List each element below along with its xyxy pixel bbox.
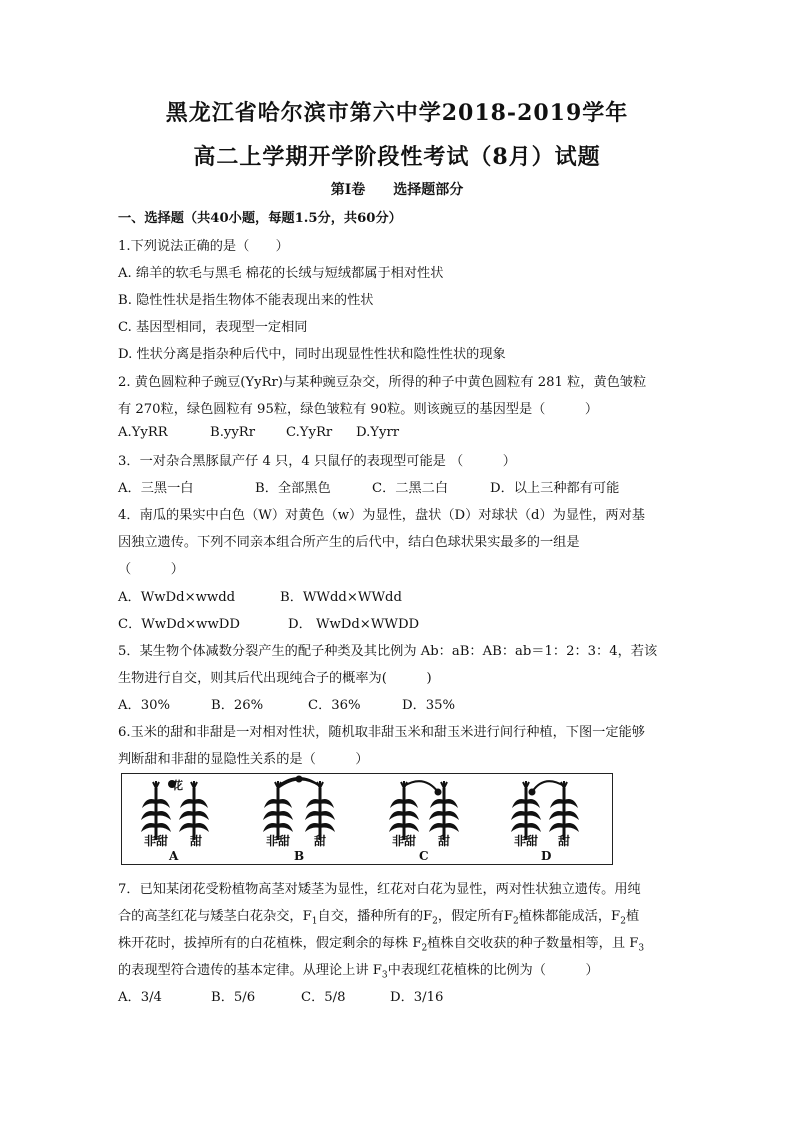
q1-option-a: A. 绵羊的软毛与黑毛 棉花的长绒与短绒都属于相对性状 — [118, 266, 444, 281]
q7-line2-sub4: 2 — [620, 916, 626, 927]
exam-title-line1: 黑龙江省哈尔滨市第六中学2018-2019学年 — [165, 100, 629, 126]
flower-label: 花 — [172, 779, 183, 792]
panel-b-left-label: 非甜 — [266, 834, 291, 848]
q4-options-row1 — [118, 586, 402, 605]
q5-option-a: A．30% — [118, 698, 171, 713]
q7-line2-part1: 合的高茎红花与矮茎白花杂交，F — [118, 909, 312, 924]
panel-b-tag: B — [294, 849, 305, 863]
q5-stem-line1: 5．某生物个体减数分裂产生的配子种类及其比例为 Ab：aB：AB：ab＝1：2：3：4，若该 — [118, 644, 658, 659]
q4-option-a: A．WwDd×wwdd — [118, 590, 236, 605]
panel-c-pollen-dot — [435, 789, 442, 796]
q7-line4-part2: 中表现红花植株的比例为（ ） — [387, 963, 599, 978]
q7-line3-part1: 株开花时，拔掉所有的白花植株，假定剩余的每株 F — [118, 936, 422, 951]
q3-option-c: C．二黑二白 — [372, 481, 449, 496]
q3-option-a: A．三黑一白 — [118, 481, 194, 496]
q4-options-row2 — [118, 613, 419, 632]
q7-option-d: D．3/16 — [390, 990, 444, 1005]
q4-option-d: D． WwDd×WWDD — [288, 617, 420, 632]
panel-d-tag: D — [541, 849, 552, 863]
q5-option-b: B．26% — [211, 698, 264, 713]
q6-stem-line2: 判断甜和非甜的显隐性关系的是（ ） — [118, 752, 369, 767]
q7-option-b: B．5/6 — [211, 990, 256, 1005]
q3-options — [118, 477, 619, 496]
panel-c-tag: C — [419, 849, 429, 863]
q4-option-b: B．WWdd×WWdd — [280, 590, 402, 605]
panel-b-right-label: 甜 — [314, 834, 327, 848]
q5-option-c: C．36% — [308, 698, 361, 713]
q7-line2-part4: 植株都能成活，F — [518, 909, 621, 924]
q2-stem-line1: 2. 黄色圆粒种子豌豆(YyRr)与某种豌豆杂交，所得的种子中黄色圆粒有 281 粒，黄色皱粒 — [118, 375, 647, 390]
q4-stem-line3: （ ） — [118, 562, 184, 577]
q2-stem-line2: 有 270粒，绿色圆粒有 95粒，绿色皱粒有 90粒。则该豌豆的基因型是（ ） — [118, 402, 599, 417]
q3-option-d: D．以上三种都有可能 — [490, 481, 620, 496]
section-heading: 一、选择题（共40小题，每题1.5分，共60分） — [118, 211, 402, 226]
q1-option-d: D. 性状分离是指杂种后代中，同时出现显性性状和隐性性状的现象 — [118, 347, 506, 362]
part-heading — [0, 179, 794, 199]
q2-option-c: C.YyRr — [286, 425, 333, 440]
q7-line2-sub1: 1 — [311, 916, 318, 927]
q7-line3-sub1: 2 — [421, 943, 428, 954]
q1-stem: 1.下列说法正确的是（ ） — [118, 239, 289, 254]
panel-c-left-label: 非甜 — [392, 834, 417, 848]
exam-title-line2: 高二上学期开学阶段性考试（8月）试题 — [193, 144, 601, 170]
panel-a-left-label: 非甜 — [144, 834, 169, 848]
panel-b-plants — [263, 776, 335, 841]
q2-option-d: D.Yyrr — [356, 425, 400, 440]
q7-line2-part2: 自交，播种所有的F — [317, 909, 433, 924]
q4-stem-line1: 4．南瓜的果实中白色（W）对黄色（w）为显性，盘状（D）对球状（d）为显性，两对基 — [118, 508, 645, 523]
panel-a-tag: A — [169, 849, 179, 863]
q7-option-a: A．3/4 — [118, 990, 162, 1005]
q2-option-b: B.yyRr — [210, 425, 256, 440]
q1-option-c: C. 基因型相同，表现型一定相同 — [118, 320, 308, 335]
part-name: 选择题部分 — [393, 182, 464, 198]
panel-d-pollen-dot — [529, 789, 536, 796]
q1-option-b: B. 隐性性状是指生物体不能表现出来的性状 — [118, 293, 374, 308]
q4-stem-line2: 因独立遗传。下列不同亲本组合所产生的后代中，结白色球状果实最多的一组是 — [118, 535, 580, 550]
q2-option-a: A.YyRR — [118, 425, 168, 440]
q7-line3-part2: 植株自交收获的种子数量相等，且 F — [427, 936, 639, 951]
panel-c-pollen-arc — [404, 781, 438, 792]
part-label: 第Ⅰ卷 — [330, 182, 366, 198]
corn-figure — [121, 773, 613, 865]
panel-b-pollen-dot — [296, 776, 303, 783]
q5-stem-line2: 生物进行自交，则其后代出现纯合子的概率为( ) — [118, 671, 432, 686]
panel-c-right-label: 甜 — [438, 834, 451, 848]
q7-line2-sub2: 2 — [432, 916, 438, 927]
panel-d-pollen-arc — [532, 781, 564, 792]
q3-stem: 3．一对杂合黑豚鼠产仔 4 只，4 只鼠仔的表现型可能是 （ ） — [118, 454, 516, 469]
panel-d-left-label: 非甜 — [514, 834, 539, 848]
q6-stem-line1: 6.玉米的甜和非甜是一对相对性状，随机取非甜玉米和甜玉米进行间行种植，下图一定能够 — [118, 725, 645, 740]
q7-line2-part5: 植 — [625, 909, 640, 924]
q4-option-c: C．WwDd×wwDD — [118, 617, 240, 632]
q7-stem-line1: 7．已知某闭花受粉植物高茎对矮茎为显性，红花对白花为显性，两对性状独立遗传。用纯 — [118, 882, 641, 897]
q5-options — [118, 694, 455, 713]
q7-line3-sub2: 3 — [638, 943, 645, 954]
q7-option-c: C．5/8 — [301, 990, 346, 1005]
q7-line4-sub1: 3 — [381, 970, 388, 981]
q7-line4-part1: 的表现型符合遗传的基本定律。从理论上讲 F — [118, 963, 382, 978]
panel-a-right-label: 甜 — [190, 834, 203, 848]
panel-d-right-label: 甜 — [558, 834, 571, 848]
q7-stem-line4 — [118, 959, 599, 981]
q3-option-b: B．全部黑色 — [255, 481, 331, 496]
q7-stem-line2 — [118, 905, 639, 927]
q7-stem-line3 — [118, 932, 644, 954]
q7-line2-sub3: 2 — [513, 916, 519, 927]
q5-option-d: D．35% — [402, 698, 456, 713]
q7-options — [118, 986, 443, 1005]
q7-line2-part3: ，假定所有F — [437, 909, 513, 924]
q2-options — [118, 425, 399, 440]
